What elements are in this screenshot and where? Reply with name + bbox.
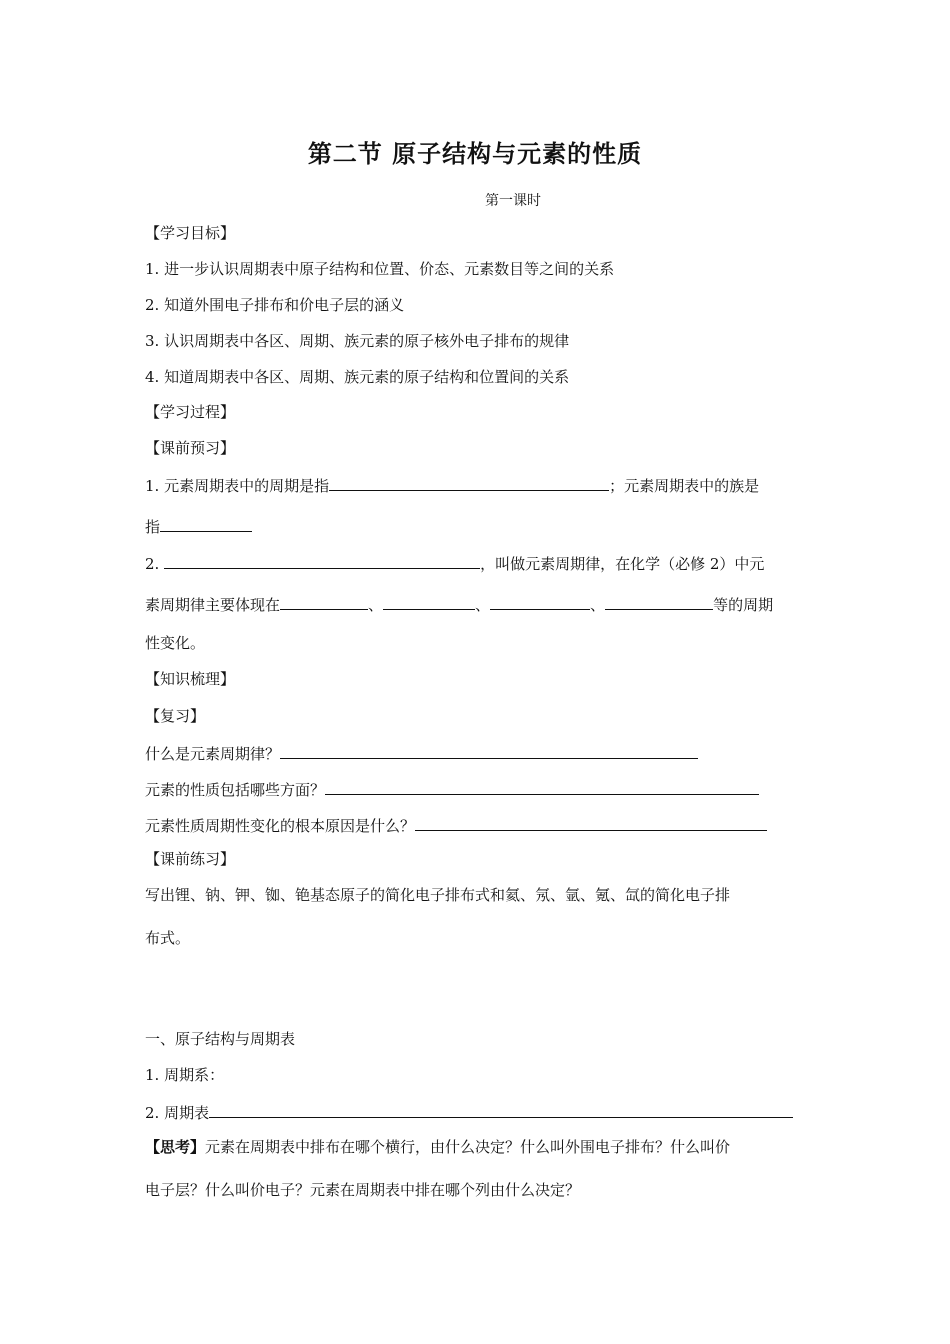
preview-q2-text-a: 2. — [145, 555, 165, 573]
review-q2-text: 元素的性质包括哪些方面？ — [145, 781, 326, 799]
preview-q1-text-a: 1. 元素周期表中的周期是指 — [145, 477, 330, 495]
preview-q2-text-c: 素周期律主要体现在 — [145, 596, 281, 614]
practice-heading: 【课前练习】 — [145, 850, 236, 868]
fill-blank[interactable] — [160, 515, 252, 532]
review-q1-text: 什么是元素周期律？ — [145, 745, 281, 763]
fill-blank[interactable] — [383, 593, 475, 610]
section1-item2-line — [145, 1101, 793, 1123]
preview-q2-line2 — [145, 593, 773, 615]
fill-blank[interactable] — [280, 593, 368, 610]
goal-item: 3. 认识周期表中各区、周期、族元素的原子核外电子排布的规律 — [145, 332, 570, 350]
page-title: 第二节 原子结构与元素的性质 — [307, 140, 643, 168]
fill-blank[interactable] — [490, 593, 590, 610]
preview-q2-text-d: 等的周期 — [713, 596, 774, 614]
goal-item: 1. 进一步认识周期表中原子结构和位置、价态、元素数目等之间的关系 — [145, 260, 615, 278]
preview-heading: 【课前预习】 — [145, 439, 236, 457]
preview-q2-text-b: ，叫做元素周期律，在化学（必修 2）中元 — [480, 555, 765, 573]
preview-q1-line1 — [145, 474, 759, 496]
fill-blank[interactable] — [329, 474, 609, 491]
preview-q2-line1 — [145, 552, 764, 574]
review-heading: 【复习】 — [145, 707, 206, 725]
fill-blank[interactable] — [605, 593, 713, 610]
think-line1 — [145, 1137, 730, 1157]
review-q2 — [145, 778, 759, 800]
section1-heading: 一、原子结构与周期表 — [145, 1030, 296, 1048]
think-line2: 电子层？什么叫价电子？元素在周期表中排在哪个列由什么决定？ — [145, 1181, 581, 1199]
fill-blank[interactable] — [280, 742, 698, 759]
fill-blank[interactable] — [209, 1101, 793, 1118]
preview-q1-line2 — [145, 515, 252, 537]
separator: 、 — [475, 596, 491, 614]
think-text1: 元素在周期表中排布在哪个横行，由什么决定？什么叫外围电子排布？什么叫价 — [205, 1138, 731, 1156]
think-label: 【思考】 — [145, 1138, 206, 1156]
preview-q1-text-b: ；元素周期表中的族是 — [609, 477, 760, 495]
preview-q2-text-e: 性变化。 — [145, 634, 206, 652]
process-heading: 【学习过程】 — [145, 403, 236, 421]
section1-item2-text: 2. 周期表 — [145, 1104, 210, 1122]
review-q3 — [145, 814, 767, 836]
fill-blank[interactable] — [415, 814, 767, 831]
fill-blank[interactable] — [325, 778, 759, 795]
section1-item1: 1. 周期系： — [145, 1066, 225, 1084]
goals-heading: 【学习目标】 — [145, 224, 236, 242]
goal-item: 4. 知道周期表中各区、周期、族元素的原子结构和位置间的关系 — [145, 368, 570, 386]
knowledge-heading: 【知识梳理】 — [145, 670, 236, 688]
separator: 、 — [590, 596, 606, 614]
goal-item: 2. 知道外围电子排布和价电子层的涵义 — [145, 296, 405, 314]
preview-q1-text-c: 指 — [145, 518, 161, 536]
lesson-subtitle: 第一课时 — [485, 193, 541, 209]
review-q3-text: 元素性质周期性变化的根本原因是什么？ — [145, 817, 416, 835]
fill-blank[interactable] — [164, 552, 480, 569]
practice-line2: 布式。 — [145, 929, 191, 947]
separator: 、 — [368, 596, 384, 614]
review-q1 — [145, 742, 698, 764]
practice-line1: 写出锂、钠、钾、铷、铯基态原子的简化电子排布式和氦、氖、氩、氪、氙的简化电子排 — [145, 886, 731, 904]
